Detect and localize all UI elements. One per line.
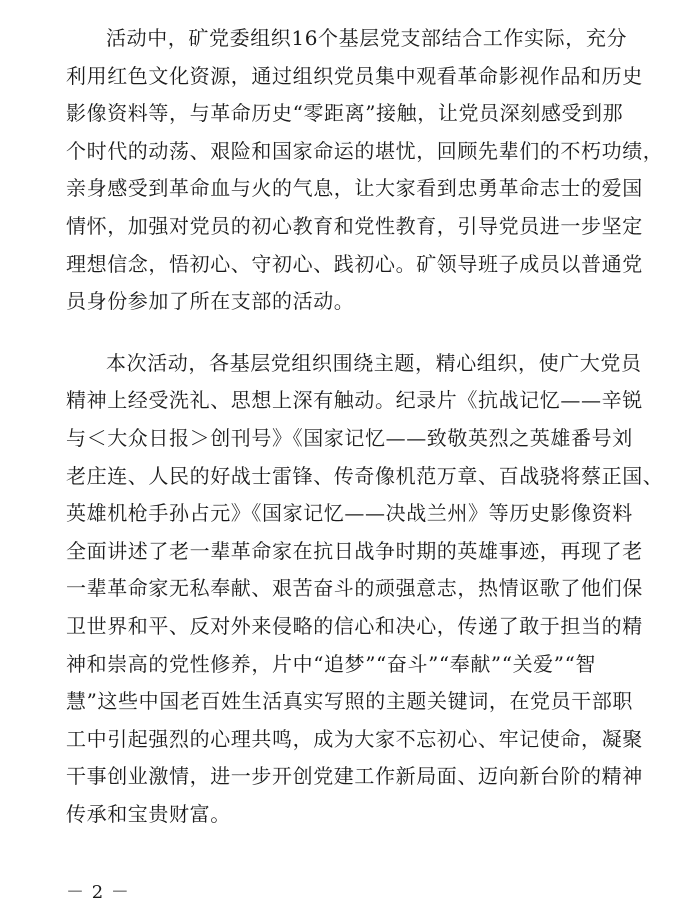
paragraph-line: 活动中，矿党委组织16个基层党支部结合工作实际，充分 bbox=[106, 26, 628, 50]
paragraph-line: 本次活动，各基层党组织围绕主题，精心组织，使广大党员 bbox=[106, 350, 642, 375]
paragraph-line: 卫世界和平、反对外来侵略的信心和决心，传递了敢于担当的精 bbox=[66, 613, 643, 638]
paragraph-line: 理想信念，悟初心、守初心、践初心。矿领导班子成员以普通党 bbox=[66, 251, 643, 276]
paragraph-line: 情怀，加强对党员的初心教育和党性教育，引导党员进一步坚定 bbox=[66, 213, 643, 238]
paragraph-2 bbox=[66, 345, 664, 834]
page-number: － 2 － bbox=[66, 882, 130, 903]
paragraph-line: 传承和宝贵财富。 bbox=[66, 801, 231, 826]
paragraph-line: 利用红色文化资源，通过组织党员集中观看革命影视作品和历史 bbox=[66, 63, 643, 88]
paragraph-line: 慧”这些中国老百姓生活真实写照的主题关键词，在党员干部职 bbox=[66, 689, 634, 714]
paragraph-line: 与＜大众日报＞创刊号》《国家记忆——致敬英烈之英雄番号刘 bbox=[66, 425, 633, 450]
document-body bbox=[66, 20, 664, 833]
paragraph-line: 英雄机枪手孙占元》《国家记忆——决战兰州》等历史影像资料 bbox=[66, 501, 633, 526]
paragraph-line: 全面讲述了老一辈革命家在抗日战争时期的英雄事迹，再现了老 bbox=[66, 538, 643, 563]
paragraph-line: 神和崇高的党性修养，片中“追梦”“奋斗”“奉献”“关爱”“智 bbox=[66, 651, 597, 676]
paragraph-line: 一辈革命家无私奉献、艰苦奋斗的顽强意志，热情讴歌了他们保 bbox=[66, 576, 643, 601]
paragraph-line: 员身份参加了所在支部的活动。 bbox=[66, 289, 355, 314]
paragraph-line: 干事创业激情，进一步开创党建工作新局面、迈向新台阶的精神 bbox=[66, 764, 643, 789]
paragraph-line: 工中引起强烈的心理共鸣，成为大家不忘初心、牢记使命，凝聚 bbox=[66, 726, 643, 751]
paragraph-line: 个时代的动荡、艰险和国家命运的堪忧，回顾先辈们的不朽功绩， bbox=[66, 138, 664, 163]
paragraph-line: 老庄连、人民的好战士雷锋、传奇像机范万章、百战骁将蔡正国、 bbox=[66, 463, 664, 488]
paragraph-spacer bbox=[66, 321, 626, 345]
paragraph-line: 精神上经受洗礼、思想上深有触动。纪录片《抗战记忆——辛锐 bbox=[66, 388, 643, 413]
paragraph-line: 亲身感受到革命血与火的气息，让大家看到忠勇革命志士的爱国 bbox=[66, 176, 643, 201]
paragraph-1 bbox=[66, 20, 664, 321]
paragraph-line: 影像资料等，与革命历史“零距离”接触，让党员深刻感受到那 bbox=[66, 101, 624, 126]
